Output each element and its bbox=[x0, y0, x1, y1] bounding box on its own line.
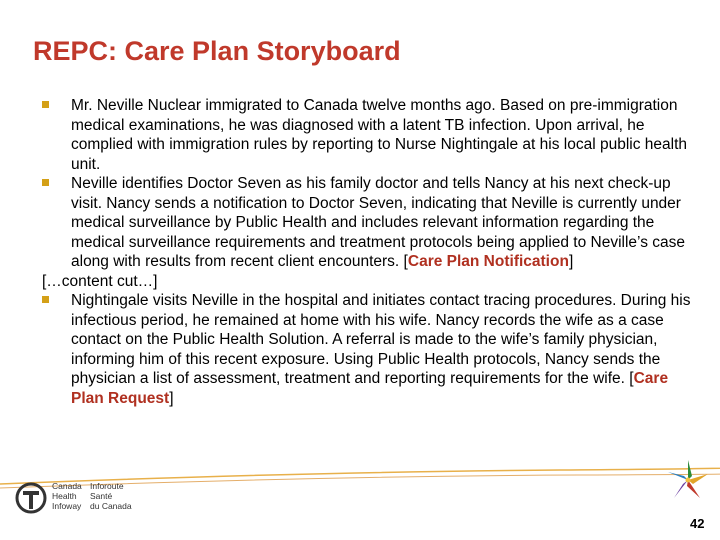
bullet-item bbox=[42, 96, 702, 174]
bullet-item: Neville identifies Doctor Seven as his family doctor and tells Nancy at his next check-up visit. Nancy sends a notification to Doctor Seven, indicating that Neville is currently under medical surveillance by Public Health and includes relevant information regarding the medical surveillance requirements and treatment protocols being applied to Neville’s case along with results from recent client encounters. [Care Plan Notification] bbox=[42, 174, 702, 272]
slide-content bbox=[42, 96, 702, 408]
bullet-text: Mr. Neville Nuclear immigrated to Canada twelve months ago. Based on pre-immigration medical examinations, he was diagnosed with a latent TB infection. Upon arrival, he complied with immigration rules by reporting to Nurse Nightingale at his local public health unit. bbox=[71, 97, 687, 173]
logo-text-health: Health bbox=[52, 491, 77, 501]
care-plan-notification-ref: Care Plan Notification bbox=[407, 253, 569, 270]
logo-text-infoway: Infoway bbox=[52, 501, 82, 511]
square-bullet-icon bbox=[42, 179, 49, 186]
square-bullet-icon bbox=[42, 101, 49, 108]
bullet-text: Nightingale visits Neville in the hospital and initiates contact tracing procedures. During his infectious period, he remained at home with his wife. Nancy records the wife as a case contact on the Public Health Solution. A referral is made to the wife’s family physician, informing him of this recent exposure. Using Public Health protocols, Nancy sends the physician a list of assessment, treatment and reporting requirements for the wife. bbox=[71, 292, 691, 387]
logo-text-du-canada: du Canada bbox=[90, 501, 132, 511]
square-bullet-icon bbox=[42, 296, 49, 303]
page-number: 42 bbox=[690, 516, 705, 531]
logo-text-canada: Canada bbox=[52, 481, 82, 491]
bullet-text: Neville identifies Doctor Seven as his family doctor and tells Nancy at his next check-up visit. Nancy sends a notification to Doctor Seven, indicating that Neville is currently under medical surveillance by Public Health and includes relevant information regarding the medical surveillance requirements and treatment protocols being applied to Neville’s case along with results from recent client encounters. bbox=[71, 175, 686, 270]
care-plan-request-ref: Care Plan Request bbox=[71, 370, 669, 407]
canada-health-infoway-logo bbox=[14, 471, 164, 531]
slide-title: REPC: Care Plan Storyboard bbox=[33, 36, 401, 66]
bullet-item: Nightingale visits Neville in the hospital and initiates contact tracing procedures. During his infectious period, he remained at home with his wife. Nancy records the wife as a case contact on the Public Health Solution. A referral is made to the wife’s family physician, informing him of this recent exposure. Using Public Health protocols, Nancy sends the physician a list of assessment, treatment and reporting requirements for the wife. [Care Plan Request] bbox=[42, 291, 702, 408]
content-cut-marker: […content cut…] bbox=[42, 272, 158, 290]
infoway-emblem-icon bbox=[14, 479, 48, 517]
logo-text-sante: Santé bbox=[90, 491, 113, 501]
logo-text-inforoute: Inforoute bbox=[90, 481, 124, 491]
star-logo-icon bbox=[666, 458, 710, 502]
